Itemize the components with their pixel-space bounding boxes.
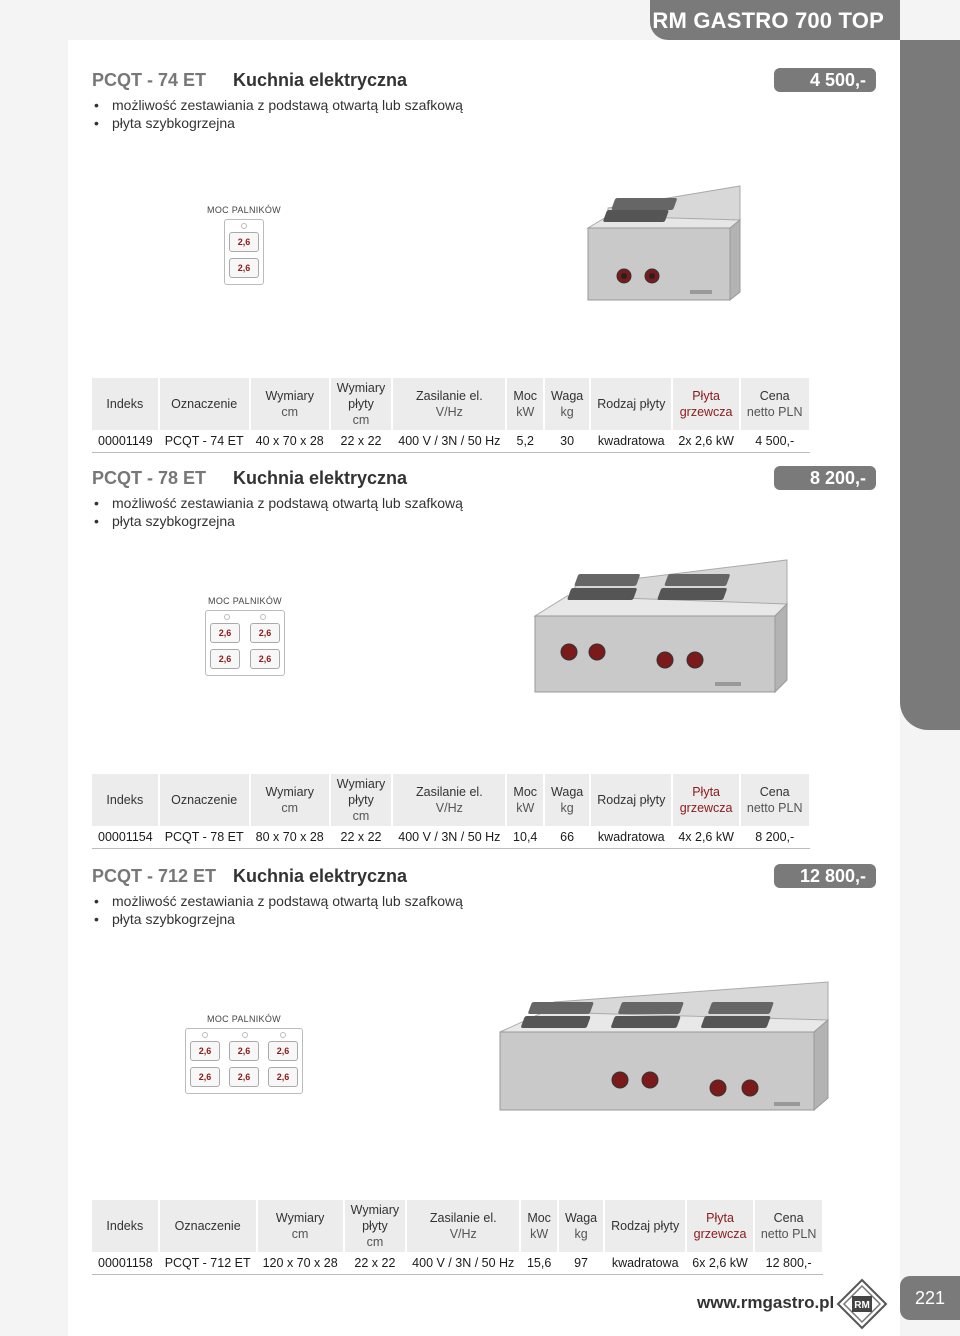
col-moc: Moc kW	[520, 1200, 558, 1252]
knob-mark	[241, 223, 247, 229]
feature-item: • możliwość zestawiania z podstawą otwartą lub szafkową	[92, 96, 463, 114]
knob-mark	[202, 1032, 208, 1038]
feature-item: • płyta szybkogrzejna	[92, 114, 463, 132]
col-moc: Moc kW	[506, 378, 544, 430]
diagram-label: MOC PALNIKÓW	[207, 1014, 281, 1024]
col-wymiary-plyty: Wymiary płyty cm	[330, 774, 393, 826]
cell-cena: 4 500,-	[740, 430, 810, 453]
cell-oznaczenie: PCQT - 74 ET	[159, 430, 250, 453]
cell-rodzaj: kwadratowa	[590, 826, 672, 849]
cell-moc: 10,4	[506, 826, 544, 849]
product-code: PCQT - 78 ET	[92, 468, 207, 488]
cell-plyta: 6x 2,6 kW	[686, 1252, 754, 1275]
table-row	[92, 1252, 823, 1275]
cell-indeks: 00001154	[92, 826, 159, 849]
col-wymiary-plyty: Wymiary płyty cm	[330, 378, 393, 430]
plate-power: 2,6	[250, 649, 280, 669]
cell-moc: 15,6	[520, 1252, 558, 1275]
feature-list	[92, 96, 463, 132]
knob-mark	[280, 1032, 286, 1038]
col-rodzaj: Rodzaj płyty	[604, 1200, 686, 1252]
plate-power: 2,6	[250, 623, 280, 643]
series-header	[650, 0, 900, 40]
knob-mark	[242, 1032, 248, 1038]
plate-power: 2,6	[268, 1067, 298, 1087]
col-waga: Waga kg	[544, 378, 590, 430]
plate-power: 2,6	[210, 649, 240, 669]
cell-zasilanie: 400 V / 3N / 50 Hz	[406, 1252, 520, 1275]
cell-plyta: 2x 2,6 kW	[672, 430, 740, 453]
col-oznaczenie: Oznaczenie	[159, 774, 250, 826]
price-badge: 8 200,-	[774, 466, 876, 490]
cell-zasilanie: 400 V / 3N / 50 Hz	[392, 430, 506, 453]
cell-wymiary: 80 x 70 x 28	[250, 826, 330, 849]
product-image-2	[525, 556, 795, 702]
cell-indeks: 00001149	[92, 430, 159, 453]
page-left-margin	[0, 0, 68, 1336]
diagram-label: MOC PALNIKÓW	[207, 205, 281, 215]
cell-moc: 5,2	[506, 430, 544, 453]
side-tab	[900, 40, 960, 730]
rm-gastro-logo-icon	[836, 1278, 888, 1330]
col-plyta: Płyta grzewcza	[672, 378, 740, 430]
cooktop-outline	[224, 219, 264, 285]
product-name: Kuchnia elektryczna	[233, 70, 408, 90]
col-wymiary: Wymiary cm	[250, 378, 330, 430]
col-wymiary: Wymiary cm	[250, 774, 330, 826]
plate-power: 2,6	[229, 1067, 259, 1087]
cell-cena: 8 200,-	[740, 826, 810, 849]
table-header-row	[92, 378, 810, 430]
cell-waga: 97	[558, 1252, 604, 1275]
cell-rodzaj: kwadratowa	[590, 430, 672, 453]
col-rodzaj: Rodzaj płyty	[590, 378, 672, 430]
col-wymiary: Wymiary cm	[257, 1200, 344, 1252]
table-row	[92, 826, 810, 849]
diagram-label: MOC PALNIKÓW	[208, 596, 282, 606]
cell-plyty: 22 x 22	[330, 826, 393, 849]
col-waga: Waga kg	[544, 774, 590, 826]
burner-power-diagram-1	[205, 205, 283, 285]
col-indeks: Indeks	[92, 378, 159, 430]
burner-power-diagram-3	[184, 1014, 304, 1094]
cell-oznaczenie: PCQT - 78 ET	[159, 826, 250, 849]
table-row	[92, 430, 810, 453]
col-zasilanie: Zasilanie el. V/Hz	[392, 774, 506, 826]
product-image-1	[580, 180, 750, 310]
feature-item: • możliwość zestawiania z podstawą otwartą lub szafkową	[92, 494, 463, 512]
col-zasilanie: Zasilanie el. V/Hz	[406, 1200, 520, 1252]
product-code: PCQT - 712 ET	[92, 866, 217, 886]
col-indeks: Indeks	[92, 1200, 159, 1252]
feature-item: • możliwość zestawiania z podstawą otwartą lub szafkową	[92, 892, 463, 910]
col-indeks: Indeks	[92, 774, 159, 826]
cell-oznaczenie: PCQT - 712 ET	[159, 1252, 257, 1275]
cell-plyta: 4x 2,6 kW	[672, 826, 740, 849]
feature-item: • płyta szybkogrzejna	[92, 910, 463, 928]
spec-table-2	[92, 774, 811, 849]
burner-power-diagram-2	[202, 596, 288, 676]
col-cena: Cena netto PLN	[740, 378, 810, 430]
cell-indeks: 00001158	[92, 1252, 159, 1275]
plate-power: 2,6	[229, 232, 259, 252]
col-zasilanie: Zasilanie el. V/Hz	[392, 378, 506, 430]
cell-rodzaj: kwadratowa	[604, 1252, 686, 1275]
col-plyta: Płyta grzewcza	[686, 1200, 754, 1252]
cooktop-outline	[205, 610, 285, 676]
plate-power: 2,6	[268, 1041, 298, 1061]
plate-power: 2,6	[190, 1041, 220, 1061]
product-name: Kuchnia elektryczna	[233, 866, 408, 886]
col-oznaczenie: Oznaczenie	[159, 1200, 257, 1252]
col-cena: Cena netto PLN	[740, 774, 810, 826]
table-header-row	[92, 774, 810, 826]
product-code: PCQT - 74 ET	[92, 70, 207, 90]
product-name: Kuchnia elektryczna	[233, 468, 408, 488]
cooktop-outline	[185, 1028, 303, 1094]
feature-list	[92, 892, 463, 928]
cell-waga: 30	[544, 430, 590, 453]
col-waga: Waga kg	[558, 1200, 604, 1252]
knob-mark	[224, 614, 230, 620]
col-plyta: Płyta grzewcza	[672, 774, 740, 826]
table-header-row	[92, 1200, 823, 1252]
knob-mark	[260, 614, 266, 620]
plate-power: 2,6	[229, 258, 259, 278]
plate-power: 2,6	[210, 623, 240, 643]
col-moc: Moc kW	[506, 774, 544, 826]
cell-plyty: 22 x 22	[330, 430, 393, 453]
cell-cena: 12 800,-	[754, 1252, 824, 1275]
plate-power: 2,6	[229, 1041, 259, 1061]
feature-item: • płyta szybkogrzejna	[92, 512, 463, 530]
col-rodzaj: Rodzaj płyty	[590, 774, 672, 826]
spec-table-1	[92, 378, 811, 453]
col-oznaczenie: Oznaczenie	[159, 378, 250, 430]
cell-wymiary: 40 x 70 x 28	[250, 430, 330, 453]
cell-waga: 66	[544, 826, 590, 849]
col-wymiary-plyty: Wymiary płyty cm	[344, 1200, 407, 1252]
price-badge: 12 800,-	[774, 864, 876, 888]
page-number: 221	[900, 1276, 960, 1320]
price-badge: 4 500,-	[774, 68, 876, 92]
plate-power: 2,6	[190, 1067, 220, 1087]
feature-list	[92, 494, 463, 530]
footer-url[interactable]: www.rmgastro.pl	[697, 1293, 835, 1312]
spec-table-3	[92, 1200, 824, 1275]
cell-plyty: 22 x 22	[344, 1252, 407, 1275]
logo-lettering: RM	[854, 1300, 870, 1311]
product-image-3	[494, 980, 834, 1120]
cell-zasilanie: 400 V / 3N / 50 Hz	[392, 826, 506, 849]
col-cena: Cena netto PLN	[754, 1200, 824, 1252]
series-title: RM GASTRO 700 TOP	[652, 8, 884, 33]
cell-wymiary: 120 x 70 x 28	[257, 1252, 344, 1275]
